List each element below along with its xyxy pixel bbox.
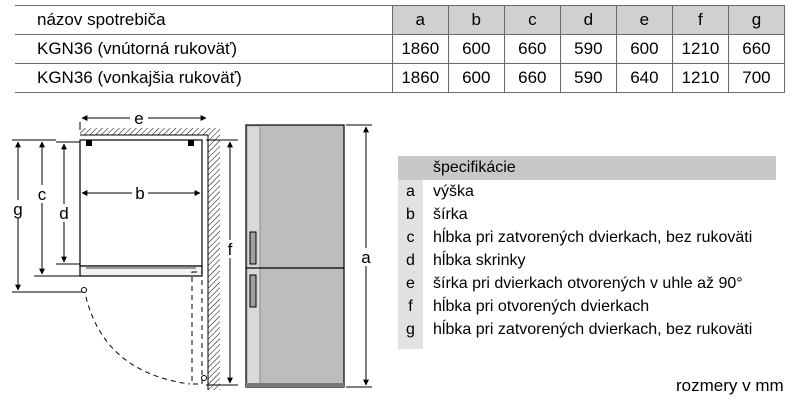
- upper-door-handle: [250, 232, 256, 264]
- header-col-f: f: [672, 6, 728, 35]
- legend-text: hĺbka pri zatvorených dvierkach, bez rukoväti: [433, 229, 753, 246]
- legend-item: [398, 272, 776, 295]
- row-value-e: 600: [616, 35, 672, 64]
- row-value-f: 1210: [672, 35, 728, 64]
- legend-item: [398, 203, 776, 226]
- legend-key: c: [398, 226, 423, 249]
- appliance-top-view: [80, 140, 202, 266]
- table-header-row: [15, 6, 785, 35]
- label-a: a: [361, 248, 371, 267]
- door-open-outline: [192, 272, 202, 384]
- row-value-b: 600: [448, 35, 504, 64]
- top-view: [10, 109, 220, 390]
- header-col-d: d: [560, 6, 616, 35]
- legend-text: šírka pri dvierkach otvorených v uhle až 90°: [433, 275, 743, 292]
- row-value-g: 660: [728, 35, 784, 64]
- legend-item: [398, 180, 776, 203]
- header-col-g: g: [728, 6, 784, 35]
- legend-header: [398, 156, 776, 180]
- legend-text: hĺbka pri zatvorených dvierkach, bez rukoväti: [433, 321, 753, 338]
- header-col-b: b: [448, 6, 504, 35]
- header-col-a: a: [392, 6, 448, 35]
- header-col-c: c: [504, 6, 560, 35]
- legend-item: [398, 226, 776, 249]
- legend-text: výška: [433, 183, 474, 200]
- row-name: KGN36 (vnútorná rukoväť): [15, 35, 392, 64]
- wall-hatch-top: [80, 128, 208, 135]
- row-value-f: 1210: [672, 64, 728, 93]
- units-note: rozmery v mm: [676, 376, 784, 395]
- legend-key: e: [398, 272, 423, 295]
- side-view: [246, 125, 344, 387]
- door-swing-arc: [84, 288, 190, 384]
- wall-hatch-right: [208, 128, 220, 390]
- row-value-c: 660: [504, 35, 560, 64]
- row-value-g: 700: [728, 64, 784, 93]
- door-top-view: [80, 266, 202, 276]
- label-d: d: [59, 204, 69, 223]
- row-value-e: 640: [616, 64, 672, 93]
- row-name: KGN36 (vonkajšia rukoväť): [15, 64, 392, 93]
- specifications-legend: [398, 156, 776, 349]
- header-name-cell: názov spotrebiča: [15, 6, 392, 35]
- dimensions-table: [15, 5, 785, 93]
- legend-key: f: [398, 295, 423, 318]
- legend-text: hĺbka skrinky: [433, 252, 526, 269]
- legend-item: [398, 318, 776, 341]
- legend-key: a: [398, 180, 423, 203]
- label-g: g: [13, 200, 23, 219]
- legend-item: [398, 249, 776, 272]
- header-col-e: e: [616, 6, 672, 35]
- legend-item: [398, 295, 776, 318]
- legend-key: g: [398, 318, 423, 341]
- label-c: c: [37, 185, 47, 204]
- row-value-a: 1860: [392, 64, 448, 93]
- row-value-b: 600: [448, 64, 504, 93]
- legend-key: d: [398, 249, 423, 272]
- label-e: e: [134, 109, 144, 128]
- legend-text: šírka: [433, 206, 468, 223]
- lower-door-handle: [250, 275, 256, 307]
- legend-text: hĺbka pri otvorených dvierkach: [433, 298, 650, 315]
- legend-key: b: [398, 203, 423, 226]
- legend-title: špecifikácie: [433, 159, 516, 176]
- dimension-a: [346, 125, 374, 387]
- dimension-drawing: [0, 100, 400, 395]
- label-f: f: [227, 240, 233, 259]
- table-row: [15, 64, 785, 93]
- row-value-a: 1860: [392, 35, 448, 64]
- table-row: [15, 35, 785, 64]
- row-value-d: 590: [560, 64, 616, 93]
- row-value-d: 590: [560, 35, 616, 64]
- appliance-side-view: [246, 125, 344, 387]
- row-value-c: 660: [504, 64, 560, 93]
- label-b: b: [135, 184, 145, 203]
